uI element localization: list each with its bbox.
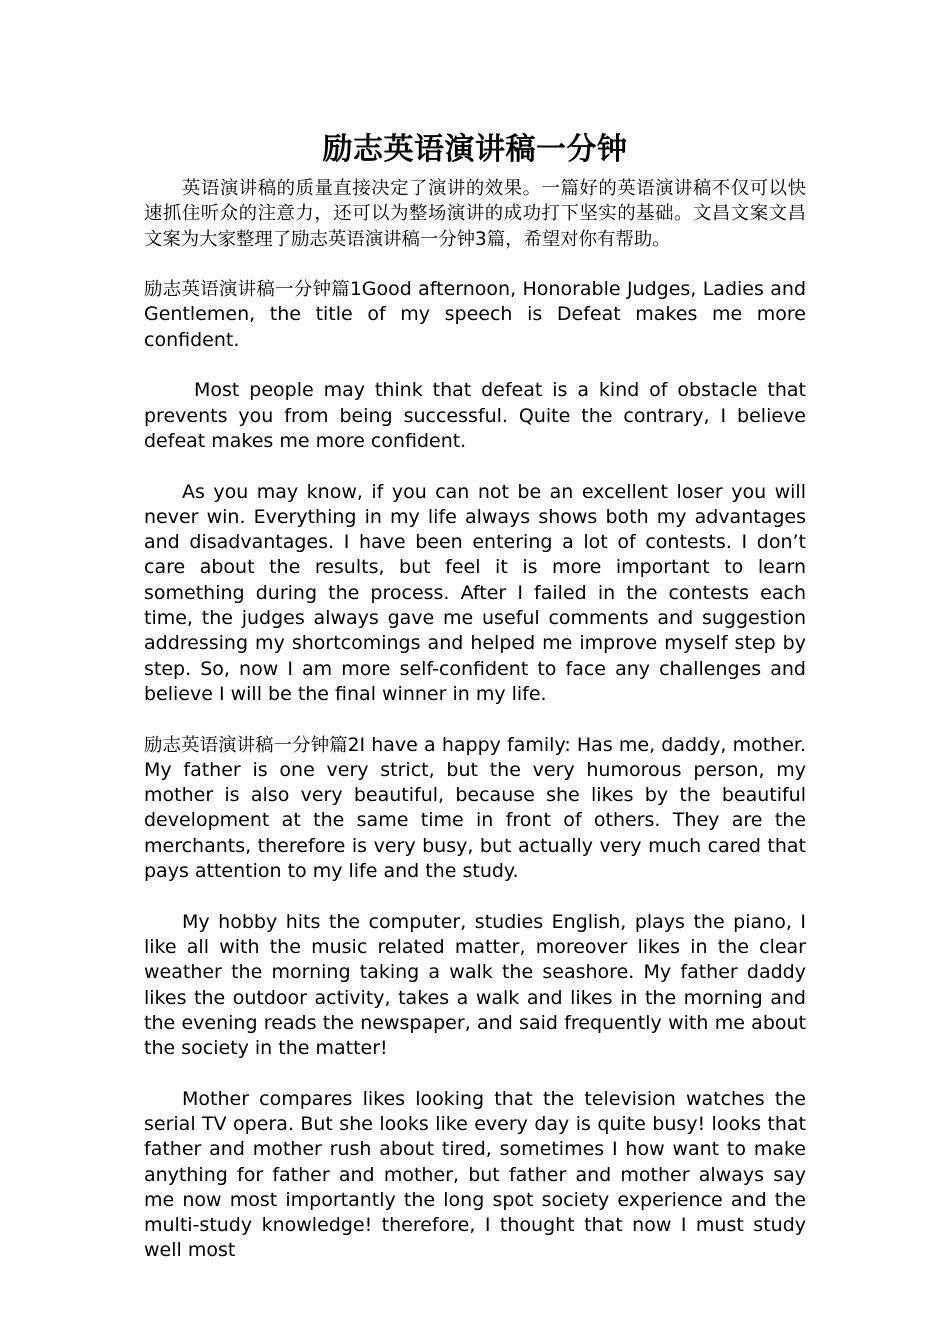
section-1-first-paragraph bbox=[144, 277, 806, 353]
section-1-paragraph-1: Good afternoon, Honorable Judges, Ladies and Gentlemen, the title of my speech is Defeat makes me more confident. bbox=[144, 278, 807, 351]
section-2-first-paragraph bbox=[144, 733, 806, 885]
intro-paragraph: 英语演讲稿的质量直接决定了演讲的效果。一篇好的英语演讲稿不仅可以快速抓住听众的注意力，还可以为整场演讲的成功打下坚实的基础。文昌文案文昌文案为大家整理了励志英语演讲稿一分钟3篇，希望对你有帮助。 bbox=[144, 178, 806, 250]
spacer bbox=[144, 884, 806, 909]
section-2-paragraph-3: Mother compares likes looking that the television watches the serial TV opera. But she looks like every day is quite busy! looks that father and mother rush about tired, sometimes I how want to make anything for father and mother, but father and mother always say me now most importantly the long spot society experience and the multi-study knowledge! therefore, I thought that now I must study well most bbox=[144, 1087, 806, 1262]
section-2-paragraph-1: I have a happy family: Has me, daddy, mother. My father is one very strict, but the very humorous person, my mother is also very beautiful, because she likes by the beautiful development at the same time in front of others. They are the merchants, therefore is very busy, but actually very much cared that pays attention to my life and the study. bbox=[144, 733, 806, 883]
section-2-paragraph-2: My hobby hits the computer, studies English, plays the piano, I like all with the music related matter, moreover likes in the clear weather the morning taking a walk the seashore. My father daddy likes the outdoor activity, takes a walk and likes in the morning and the evening reads the newspaper, and said frequently with me about the society in the matter! bbox=[144, 910, 806, 1060]
spacer bbox=[144, 353, 806, 378]
spacer bbox=[144, 1061, 806, 1086]
section-1-paragraph-3: As you may know, if you can not be an excellent loser you will never win. Everything in my life always shows both my advantages and disadvantages. I have been entering a lot of contests. I don’t care about the results, but feel it is more important to learn something during the process. After I failed in the contests each time, the judges always gave me useful comments and suggestion addressing my shortcomings and helped me improve myself step by step. So, now I am more self-confident to face any challenges and believe I will be the final winner in my life. bbox=[144, 480, 806, 705]
spacer bbox=[144, 707, 806, 732]
section-1-heading: 励志英语演讲稿一分钟篇1 bbox=[144, 279, 362, 301]
section-1-paragraph-2: Most people may think that defeat is a kind of obstacle that prevents you from being successful. Quite the contrary, I believe defeat makes me more confident. bbox=[144, 379, 806, 452]
document-title: 励志英语演讲稿一分钟 bbox=[322, 132, 628, 167]
spacer bbox=[144, 454, 806, 479]
spacer bbox=[144, 252, 806, 277]
section-2-heading: 励志英语演讲稿一分钟篇2 bbox=[144, 734, 360, 756]
document-page bbox=[144, 128, 806, 1264]
